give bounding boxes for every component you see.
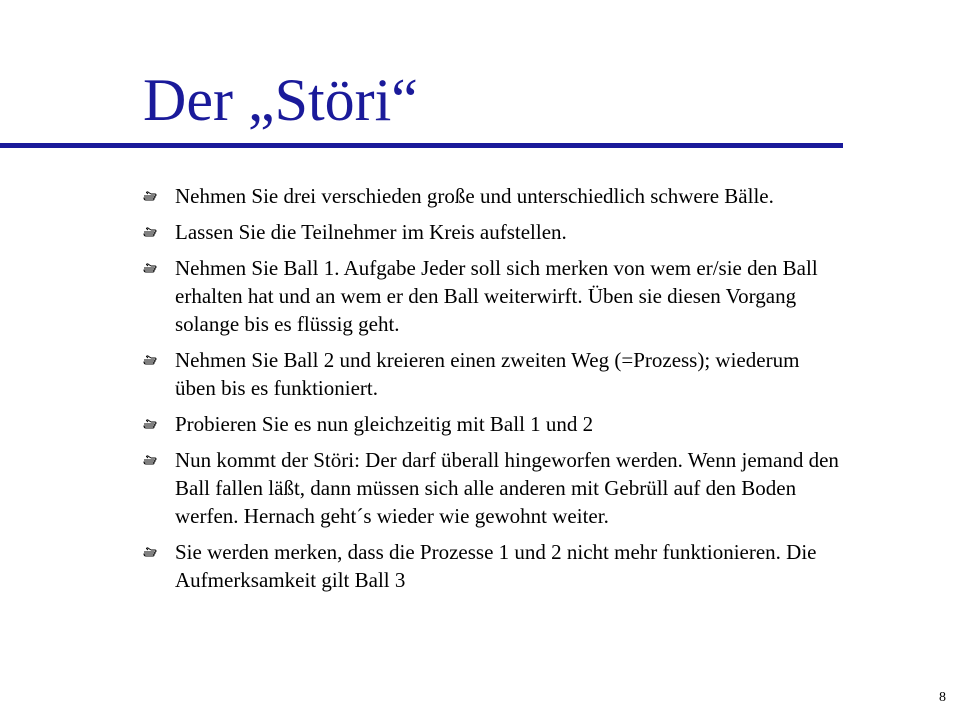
hand-pointing-icon — [143, 419, 157, 431]
bullet-text: Nehmen Sie Ball 1. Aufgabe Jeder soll sich merken von wem er/sie den Ball erhalten hat und an wem er den Ball weiterwirft. Üben sie diesen Vorgang solange bis es flüssig geht. — [175, 256, 818, 336]
bullet-text: Nun kommt der Störi: Der darf überall hingeworfen werden. Wenn jemand den Ball fallen läßt, dann müssen sich alle anderen mit Gebrüll auf den Boden werfen. Hernach geht´s wieder wie gewohnt weiter. — [175, 448, 839, 528]
bullet-text: Nehmen Sie drei verschieden große und unterschiedlich schwere Bälle. — [175, 184, 774, 208]
bullet-text: Sie werden merken, dass die Prozesse 1 und 2 nicht mehr funktionieren. Die Aufmerksamkeit gilt Ball 3 — [175, 540, 817, 592]
bullet-item — [143, 446, 843, 530]
hand-pointing-icon — [143, 455, 157, 467]
bullet-item — [143, 182, 843, 210]
slide-title: Der „Störi“ — [143, 67, 418, 133]
bullet-text: Probieren Sie es nun gleichzeitig mit Ball 1 und 2 — [175, 412, 594, 436]
bullet-list — [143, 182, 843, 602]
title-underline — [0, 143, 843, 148]
page-number: 8 — [939, 690, 946, 705]
hand-pointing-icon — [143, 227, 157, 239]
bullet-item — [143, 410, 843, 438]
bullet-text: Lassen Sie die Teilnehmer im Kreis aufstellen. — [175, 220, 567, 244]
bullet-item — [143, 538, 843, 594]
bullet-item — [143, 254, 843, 338]
bullet-item — [143, 346, 843, 402]
hand-pointing-icon — [143, 263, 157, 275]
hand-pointing-icon — [143, 355, 157, 367]
hand-pointing-icon — [143, 547, 157, 559]
bullet-item — [143, 218, 843, 246]
bullet-text: Nehmen Sie Ball 2 und kreieren einen zweiten Weg (=Prozess); wiederum üben bis es funktioniert. — [175, 348, 800, 400]
hand-pointing-icon — [143, 191, 157, 203]
